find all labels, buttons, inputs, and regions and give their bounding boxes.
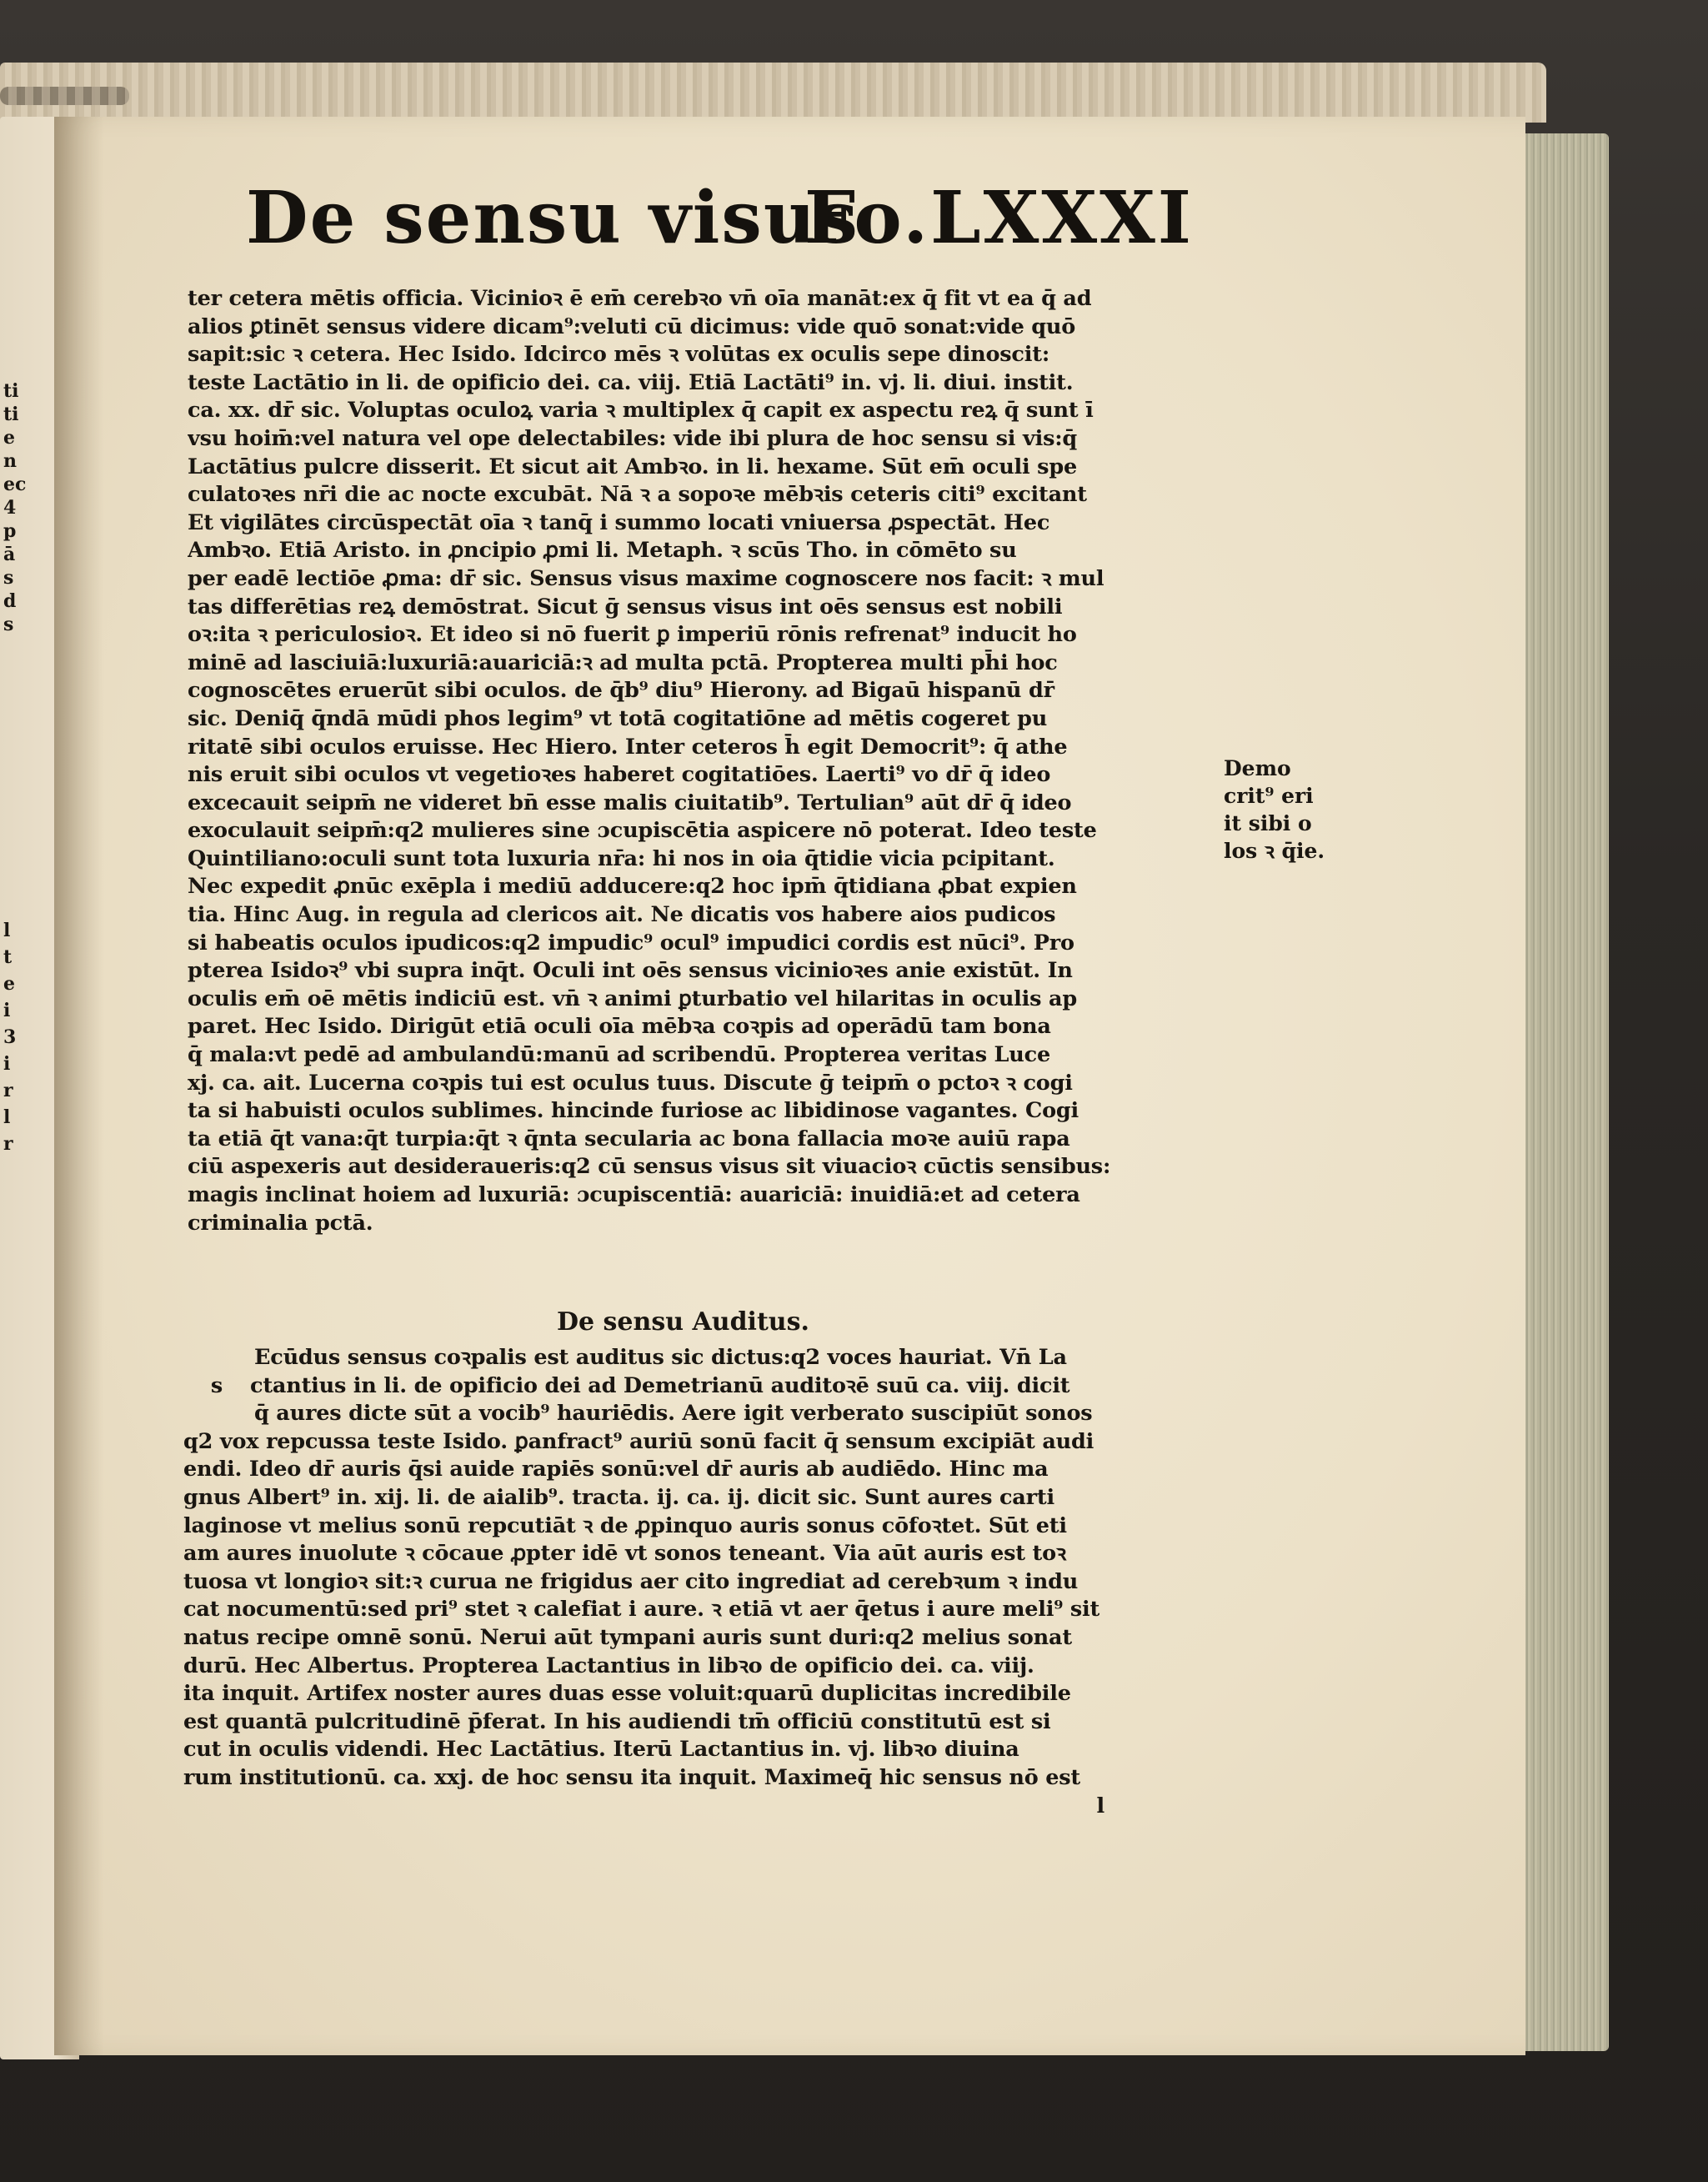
text-line: cat nocumentū:sed pri⁹ stet ꝛ calefiat i aure. ꝛ etiā vt aer q̄etus i aure meli⁹ sit xyxy=(183,1597,1100,1623)
text-line: minē ad lasciuiā:luxuriā:auariciā:ꝛ ad multa pctā. Propterea multi ph̄i hoc xyxy=(188,650,1058,675)
text-line: rum institutionū. ca. xxj. de hoc sensu ita inquit. Maximeq̄ hic sensus nō est xyxy=(183,1764,1080,1790)
text-line xyxy=(183,1400,1221,1428)
text-line: Nec expedit ꝓnūc exēpla i mediū adducere:q2 hoc ipm̄ q̄tidiana ꝓbat expien xyxy=(188,874,1077,900)
text-line: Lactātius pulcre disserit. Et sicut ait Ambꝛo. in li. hexame. Sūt em̄ oculi spe xyxy=(188,454,1077,479)
page-fore-edge xyxy=(1517,133,1609,2051)
text-line xyxy=(183,1344,1221,1372)
gutter-shadow xyxy=(54,117,104,2055)
text-line: tas differētias reꝝ demōstrat. Sicut ḡ sensus visus int oēs sensus est nobili xyxy=(188,594,1063,619)
marginal-note-line: crit⁹ eri xyxy=(1224,784,1314,808)
text-line: alios ꝑtinēt sensus videre dicam⁹:veluti cū dicimus: vide quō sonat:vide quō xyxy=(188,314,1076,339)
left-fragment: e xyxy=(3,973,15,995)
left-fragment: r xyxy=(3,1080,13,1101)
left-fragment: 4 xyxy=(3,497,17,519)
text-line: per eadē lectiōe ꝓma: dr̄ sic. Sensus visus maxime cognoscere nos facit: ꝛ mul xyxy=(188,565,1104,591)
text-line: pterea Isidoꝛ⁹ vbi supra inq̄t. Oculi int oēs sensus vicinioꝛes anie existūt. In xyxy=(188,958,1073,984)
text-line: ta etiā q̄t vana:q̄t turpia:q̄t ꝛ q̄nta secularia ac bona fallacia moꝛe auiū rapa xyxy=(188,1126,1070,1151)
text-line: nis eruit sibi oculos vt vegetioꝛes haberet cogitatiōes. Laerti⁹ vo dr̄ q̄ ideo xyxy=(188,762,1051,788)
text-line: cut in oculis videndi. Hec Lactātius. Iterū Lactantius in. vj. libꝛo diuina xyxy=(183,1737,1019,1763)
section-heading: De sensu Auditus. xyxy=(557,1307,809,1337)
marginal-note xyxy=(1224,755,1332,865)
text-line: vsu hoim̄:vel natura vel ope delectabiles: vide ibi plura de hoc sensu si vis:q̄ xyxy=(188,425,1078,451)
text-line: culatoꝛes nr̄i die ac nocte excubāt. Nā ꝛ a sopoꝛe mēbꝛis ceteris citi⁹ excitant xyxy=(188,482,1087,508)
left-fragment: ti xyxy=(3,380,19,402)
text-line: exoculauit seipm̄:q2 mulieres sine ɔcupiscētia aspicere nō poterat. Ideo teste xyxy=(188,818,1097,844)
text-line: si habeatis oculos ipudicos:q2 impudic⁹ ocul⁹ impudici cordis est nūci⁹. Pro xyxy=(188,930,1074,956)
marginal-note-line: it sibi o xyxy=(1224,811,1312,835)
left-fragment: e xyxy=(3,427,15,449)
left-fragment: 3 xyxy=(3,1026,17,1048)
text-line: tuosa vt longioꝛ sit:ꝛ curua ne frigidus aer cito ingrediat ad cerebꝛum ꝛ indu xyxy=(183,1568,1079,1594)
left-page-fragments xyxy=(3,379,27,636)
text-line: am aures inuolute ꝛ cōcaue ꝓpter idē vt sonos teneant. Via aūt auris est toꝛ xyxy=(183,1541,1066,1567)
text-line: cognoscētes eruerūt sibi oculos. de q̄b⁹ diu⁹ Hierony. ad Bigaū hispanū dr̄ xyxy=(188,678,1054,704)
text-line: laginose vt melius sonū repcutiāt ꝛ de ꝓpinquo auris sonus cōfoꝛtet. Sūt eti xyxy=(183,1512,1067,1538)
page-title: De sensu visus xyxy=(246,176,859,260)
text-line: est quantā pulcritudinē p̄ferat. In his audiendi tm̄ officiū constitutū est si xyxy=(183,1708,1051,1734)
text-line: criminalia pctā. xyxy=(188,1210,373,1236)
text-line: ter cetera mētis officia. Vicinioꝛ ē em̄ cerebꝛo vn̄ oīa manāt:ex q̄ fit vt ea q̄ ad xyxy=(188,286,1092,311)
left-fragment: ec xyxy=(3,474,27,495)
text-line: q̄ mala:vt pedē ad ambulandū:manū ad scribendū. Propterea veritas Luce xyxy=(188,1042,1050,1068)
text-line: gnus Albert⁹ in. xij. li. de aialib⁹. tracta. ij. ca. ij. dicit sic. Sunt aures carti xyxy=(183,1484,1054,1510)
text-line: paret. Hec Isido. Dirigūt etiā oculi oīa mēbꝛa coꝛpis ad operādū tam bona xyxy=(188,1014,1051,1040)
text-line: ciū aspexeris aut desideraueris:q2 cū sensus visus sit viuacioꝛ cūctis sensibus: xyxy=(188,1154,1111,1180)
text-line: oculis em̄ oē mētis indiciū est. vn̄ ꝛ animi ꝑturbatio vel hilaritas in oculis ap xyxy=(188,986,1077,1011)
first-line-text: Ecūdus sensus coꝛpalis est auditus sic dictus:q2 voces hauriat. Vn̄ La xyxy=(254,1345,1067,1370)
text-line: durū. Hec Albertus. Propterea Lactantius in libꝛo de opificio dei. ca. viij. xyxy=(183,1653,1034,1678)
text-line: teste Lactātio in li. de opificio dei. ca. viij. Etiā Lactāti⁹ in. vj. li. diui. instit. xyxy=(188,369,1074,395)
binding-thread xyxy=(0,87,129,105)
left-fragment: l xyxy=(3,1106,11,1128)
left-fragment: p xyxy=(3,520,17,542)
left-fragment: d xyxy=(3,590,17,612)
left-fragment: s xyxy=(3,567,14,589)
left-fragment: i xyxy=(3,1000,11,1021)
left-fragment: r xyxy=(3,1133,13,1155)
left-fragment: l xyxy=(3,920,11,941)
left-page-fragments-lower xyxy=(3,917,20,1157)
text-line: ritatē sibi oculos eruisse. Hec Hiero. Inter ceteros h̄ egit Democrit⁹: q̄ athe xyxy=(188,734,1068,760)
line-text: ctantius in li. de opificio dei ad Demetrianū auditoꝛē suū ca. viij. dicit xyxy=(250,1372,1070,1398)
book-top-edge xyxy=(0,63,1546,123)
signature-mark: l xyxy=(1096,1793,1104,1818)
guide-letter: s xyxy=(210,1372,223,1398)
text-line: sapit:sic ꝛ cetera. Hec Isido. Idcirco mēs ꝛ volūtas ex oculis sepe dinoscit: xyxy=(188,342,1050,368)
text-line: natus recipe omnē sonū. Nerui aūt tympani auris sunt duri:q2 melius sonat xyxy=(183,1624,1072,1650)
marginal-note-line: los ꝛ q̄ie. xyxy=(1224,839,1325,863)
text-line: Et vigilātes circūspectāt oīa ꝛ tanq̄ i summo locati vniuersa ꝓspectāt. Hec xyxy=(188,509,1050,535)
text-line: Ambꝛo. Etiā Aristo. in ꝓncipio ꝓmi li. Metaph. ꝛ scūs Tho. in cōmēto su xyxy=(188,538,1017,564)
folio-number: Fo.LXXXI xyxy=(804,176,1195,260)
left-fragment: n xyxy=(3,450,17,472)
text-column-visus xyxy=(188,285,1221,1237)
running-head xyxy=(246,177,1205,268)
text-line: sic. Deniq̄ q̄ndā mūdi phos legim⁹ vt totā cogitatiōne ad mētis cogeret pu xyxy=(188,705,1048,731)
line-text: q̄ aures dicte sūt a vocib⁹ hauriēdis. Aere igit verberato suscipiūt sonos xyxy=(254,1401,1093,1427)
text-line: endi. Ideo dr̄ auris q̄si auide rapiēs sonū:vel dr̄ auris ab audiēdo. Hinc ma xyxy=(183,1457,1049,1482)
text-line: excecauit seipm̄ ne videret bn̄ esse malis ciuitatib⁹. Tertulian⁹ aūt dr̄ q̄ ideo xyxy=(188,790,1072,815)
left-fragment: t xyxy=(3,946,13,968)
text-line: tia. Hinc Aug. in regula ad clericos ait. Ne dicatis vos habere aios pudicos xyxy=(188,902,1056,928)
text-line: oꝛ:ita ꝛ periculosioꝛ. Et ideo si nō fuerit ꝑ imperiū rōnis refrenat⁹ inducit ho xyxy=(188,622,1077,648)
text-line: Quintiliano:oculi sunt tota luxuria nr̄a: hi nos in oia q̄tidie vicia pcipitant. xyxy=(188,845,1055,871)
text-line xyxy=(183,1372,1221,1401)
text-line: ta si habuisti oculos sublimes. hincinde furiose ac libidinose vagantes. Cogi xyxy=(188,1098,1079,1124)
left-fragment: s xyxy=(3,614,14,635)
text-line: q2 vox repcussa teste Isido. ꝑanfract⁹ auriū sonū facit q̄ sensum excipiāt audi xyxy=(183,1428,1094,1454)
text-column-auditus xyxy=(183,1344,1221,1820)
left-fragment: ā xyxy=(3,544,16,565)
text-line: magis inclinat hoiem ad luxuriā: ɔcupiscentiā: auariciā: inuidiā:et ad cetera xyxy=(188,1182,1080,1207)
left-fragment: i xyxy=(3,1053,11,1075)
left-fragment: ti xyxy=(3,404,19,425)
text-line: ita inquit. Artifex noster aures duas esse voluit:quarū duplicitas incredibile xyxy=(183,1681,1071,1707)
marginal-note-line: Demo xyxy=(1224,756,1291,780)
text-line: ca. xx. dr̄ sic. Voluptas oculoꝝ varia ꝛ multiplex q̄ capit ex aspectu reꝝ q̄ sunt ī xyxy=(188,398,1094,424)
text-line: xj. ca. ait. Lucerna coꝛpis tui est oculus tuus. Discute ḡ teipm̄ o pctoꝛ ꝛ cogi xyxy=(188,1070,1073,1096)
